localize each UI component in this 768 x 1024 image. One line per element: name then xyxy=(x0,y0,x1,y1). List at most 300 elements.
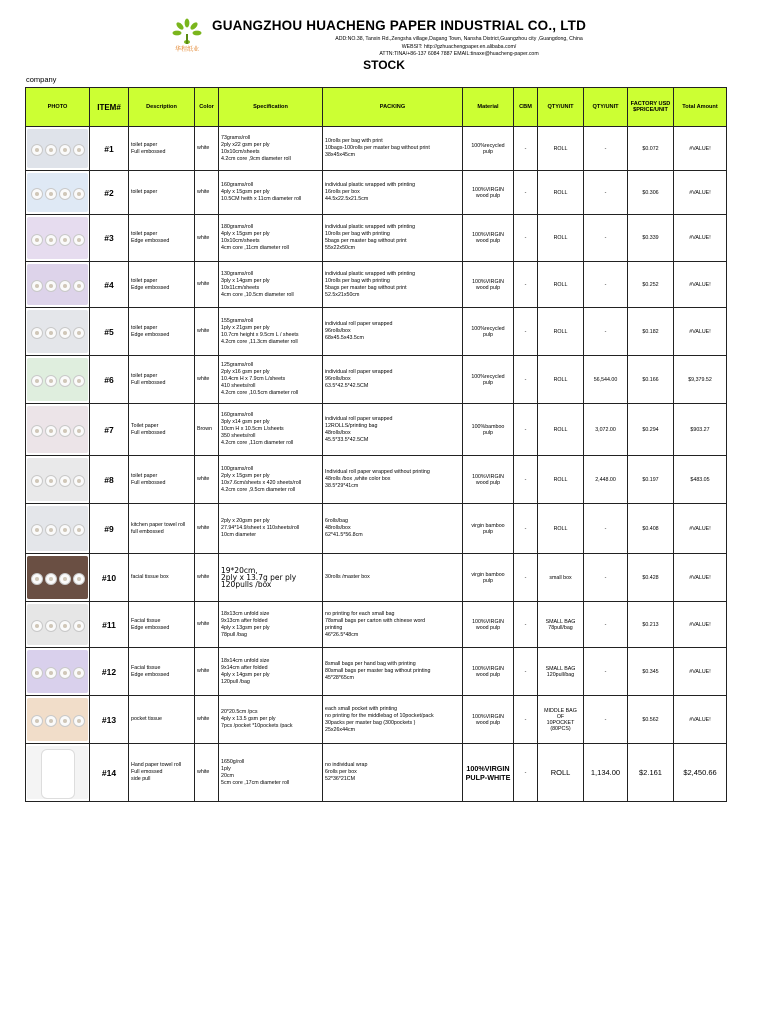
color-cell: white xyxy=(195,648,219,696)
material-cell-line: wood pulp xyxy=(475,479,501,486)
roll-shape xyxy=(59,524,71,536)
col-header-total: Total Amount xyxy=(674,88,727,127)
description-cell-line: toilet paper xyxy=(131,277,158,284)
packing-cell xyxy=(323,648,463,696)
price-cell: $0.197 xyxy=(628,456,674,504)
specification-cell-line: 4.2cm core ,9cm diameter roll xyxy=(221,155,291,162)
description-cell-line: Toilet paper xyxy=(131,422,159,429)
table-row xyxy=(26,456,727,504)
total-cell: $483.05 xyxy=(674,456,727,504)
price-cell: $0.306 xyxy=(628,171,674,215)
table-row xyxy=(26,308,727,356)
unit-cell xyxy=(538,744,584,802)
description-cell xyxy=(129,171,195,215)
item-number: #10 xyxy=(90,554,129,602)
specification-cell xyxy=(219,127,323,171)
roll-shape xyxy=(73,620,85,632)
cbm-cell: - xyxy=(514,356,538,404)
unit-cell-line: ROLL xyxy=(553,281,568,288)
unit-cell xyxy=(538,554,584,602)
unit-cell-line: 10POCKET xyxy=(546,719,575,726)
unit-cell-line: ROLL xyxy=(553,235,568,241)
specification-cell xyxy=(219,171,323,215)
material-cell-line: 100%recycled xyxy=(471,142,505,149)
table-row xyxy=(26,127,727,171)
roll-shape xyxy=(59,280,71,292)
product-photo xyxy=(26,262,90,308)
specification-cell-line: 18x14cm unfold size xyxy=(221,657,270,664)
specification-cell-line: 2ply x22 gsm per ply xyxy=(221,141,270,148)
unit-cell-line: ROLL xyxy=(553,426,568,433)
material-cell xyxy=(463,554,514,602)
product-image xyxy=(27,746,88,799)
unit-cell-line: ROLL xyxy=(553,376,568,383)
description-cell-line: Facial tissue xyxy=(131,617,161,624)
unit-cell-line: ROLL xyxy=(553,145,568,152)
roll-shape xyxy=(31,425,43,437)
product-photo xyxy=(26,648,90,696)
specification-cell-line: 4ply x 13gsm per ply xyxy=(221,624,270,631)
roll-shape xyxy=(73,327,85,339)
product-image xyxy=(27,506,88,551)
color-cell: white xyxy=(195,602,219,648)
roll-shape xyxy=(31,475,43,487)
roll-shape xyxy=(45,234,57,246)
specification-cell-line: 18x13cm unfold size xyxy=(221,610,270,617)
material-cell-line: pulp xyxy=(482,528,493,535)
material-cell-line: wood pulp xyxy=(475,192,501,199)
roll-shape xyxy=(59,667,71,679)
material-cell xyxy=(463,602,514,648)
description-cell xyxy=(129,308,195,356)
product-image xyxy=(27,217,88,259)
packing-cell-line: 63.5*42.5*42.5CM xyxy=(325,383,369,389)
color-cell: white xyxy=(195,308,219,356)
material-cell-line: wood pulp xyxy=(475,671,501,678)
packing-cell-line: 48rolls/box xyxy=(325,525,351,531)
qty-cell: - xyxy=(584,648,628,696)
description-cell-line: Edge embossed xyxy=(131,331,170,338)
packing-cell-line: individual plastic wrapped with printing xyxy=(325,270,416,277)
roll-shape xyxy=(59,573,71,585)
total-cell: #VALUE! xyxy=(674,308,727,356)
table-row xyxy=(26,356,727,404)
description-cell xyxy=(129,404,195,456)
material-cell-line: pulp xyxy=(482,429,493,436)
material-cell xyxy=(463,262,514,308)
description-cell-line: pocket tissue xyxy=(131,716,162,722)
roll-shape xyxy=(31,715,43,727)
packing-cell xyxy=(323,127,463,171)
color-cell: white xyxy=(195,127,219,171)
specification-cell-line: 10x7.6cm/sheets x 420 sheets/roll xyxy=(221,479,302,486)
qty-cell: 2,448.00 xyxy=(584,456,628,504)
specification-cell-line: 2ply x16 gsm per ply xyxy=(221,369,270,375)
specification-cell xyxy=(219,744,323,802)
product-image xyxy=(27,556,88,599)
material-cell-line: wood pulp xyxy=(475,719,501,726)
roll-shape xyxy=(59,234,71,246)
total-cell: #VALUE! xyxy=(674,262,727,308)
packing-cell-line: 52.5x21x50cm xyxy=(325,291,360,298)
description-cell xyxy=(129,456,195,504)
roll-shape xyxy=(31,573,43,585)
specification-cell-line: 20*20.5cm /pcs xyxy=(221,709,258,715)
specification-cell-line: 10x11cm/sheets xyxy=(221,284,260,291)
total-cell: #VALUE! xyxy=(674,127,727,171)
material-cell-line: PULP-WHITE xyxy=(465,772,511,782)
material-cell-line: pulp xyxy=(482,379,493,386)
price-cell: $0.072 xyxy=(628,127,674,171)
qty-cell: - xyxy=(584,171,628,215)
material-cell-line: wood pulp xyxy=(475,284,501,291)
specification-cell-line: 2ply x 15gsm per ply xyxy=(221,472,270,479)
color-cell: white xyxy=(195,262,219,308)
item-number: #9 xyxy=(90,504,129,554)
roll-shape xyxy=(45,667,57,679)
table-row xyxy=(26,602,727,648)
cbm-cell: - xyxy=(514,456,538,504)
packing-cell-line: 38x45x45cm xyxy=(325,152,356,158)
roll-shape xyxy=(73,667,85,679)
roll-shape xyxy=(45,375,57,387)
roll-shape xyxy=(31,524,43,536)
specification-cell-line: 10cm H x 10.5cm L/sheets xyxy=(221,426,284,432)
price-cell: $0.213 xyxy=(628,602,674,648)
roll-shape xyxy=(73,375,85,387)
roll-shape xyxy=(73,234,85,246)
description-cell xyxy=(129,127,195,171)
col-header-price: FACTORY USD $PRICE/UNIT xyxy=(628,88,674,127)
unit-cell xyxy=(538,127,584,171)
roll-shape xyxy=(45,280,57,292)
company-label: company xyxy=(26,75,57,84)
cbm-cell: - xyxy=(514,504,538,554)
packing-cell-line: 68x45.5x43.5cm xyxy=(325,335,364,341)
description-cell xyxy=(129,215,195,262)
price-cell: $2.161 xyxy=(628,744,674,802)
roll-shape xyxy=(31,280,43,292)
specification-cell-line: 4.2cm core ,10.5cm diameter roll xyxy=(221,390,299,396)
color-cell: white xyxy=(195,554,219,602)
specification-cell-line: 10x10cm/sheets xyxy=(221,238,260,244)
table-row xyxy=(26,171,727,215)
description-cell-line: Full embossed xyxy=(131,148,166,155)
qty-cell: 56,544.00 xyxy=(584,356,628,404)
item-number: #11 xyxy=(90,602,129,648)
specification-cell-line: 19*20cm, xyxy=(221,566,258,575)
material-cell-line: 100%VIRGIN xyxy=(472,618,504,625)
roll-shape xyxy=(45,715,57,727)
price-cell: $0.408 xyxy=(628,504,674,554)
specification-cell-line: 1650g/roll xyxy=(221,758,245,765)
qty-cell: 1,134.00 xyxy=(584,744,628,802)
towel-roll-image xyxy=(41,749,75,799)
cbm-cell: - xyxy=(514,744,538,802)
material-cell xyxy=(463,215,514,262)
material-cell xyxy=(463,171,514,215)
description-cell-line: Hand paper towel roll xyxy=(131,762,182,768)
specification-cell-line: 9x14cm after folded xyxy=(221,664,268,671)
qty-cell: - xyxy=(584,127,628,171)
unit-cell-line: SMALL BAG xyxy=(545,618,576,625)
specification-cell-line: 78pull /bag xyxy=(221,631,247,638)
specification-cell-line: 4.2cm core ,11.3cm diameter roll xyxy=(221,338,298,345)
total-cell: #VALUE! xyxy=(674,648,727,696)
col-header-description: Description xyxy=(129,88,195,127)
description-cell-line: kitchen paper towel roll xyxy=(131,521,186,528)
product-photo xyxy=(26,744,90,802)
item-number: #7 xyxy=(90,404,129,456)
packing-cell-line: 45*28*65cm xyxy=(325,675,354,681)
packing-cell-line: individual roll paper wrapped xyxy=(325,321,393,327)
col-header-packing: PACKING xyxy=(323,88,463,127)
color-cell: white xyxy=(195,215,219,262)
roll-shape xyxy=(59,144,71,156)
product-image xyxy=(27,310,88,353)
specification-cell-line: 4ply x 15gsm per ply xyxy=(221,189,270,195)
col-header-qty: QTY/UNIT xyxy=(584,88,628,127)
description-cell-line: Edge embossed xyxy=(131,624,170,631)
roll-shape xyxy=(45,573,57,585)
specification-cell-line: 7pcs /pocket *10pockets /pack xyxy=(221,723,293,729)
description-cell xyxy=(129,504,195,554)
product-photo xyxy=(26,696,90,744)
packing-cell-line: 25x26x44cm xyxy=(325,726,356,733)
item-number: #6 xyxy=(90,356,129,404)
price-cell: $0.562 xyxy=(628,696,674,744)
material-cell-line: virgin bamboo xyxy=(471,522,505,529)
unit-cell-line: ROLL xyxy=(550,768,571,777)
packing-cell-line: each small pocket with printing xyxy=(325,705,398,712)
description-cell-line: facial tissue box xyxy=(131,574,169,580)
packing-cell xyxy=(323,456,463,504)
roll-shape xyxy=(73,475,85,487)
packing-cell-line: 78small bags per carton with chinese word xyxy=(325,617,426,624)
total-cell: #VALUE! xyxy=(674,504,727,554)
product-photo xyxy=(26,602,90,648)
product-photo xyxy=(26,504,90,554)
material-cell-line: wood pulp xyxy=(475,238,501,244)
packing-cell-line: 44.5x22.5x21.5cm xyxy=(325,196,369,202)
cbm-cell: - xyxy=(514,404,538,456)
specification-cell xyxy=(219,504,323,554)
roll-shape xyxy=(59,475,71,487)
color-cell: white xyxy=(195,171,219,215)
packing-cell-line: 12ROLLS/printing bag xyxy=(325,422,378,429)
unit-cell xyxy=(538,262,584,308)
packing-cell xyxy=(323,504,463,554)
specification-cell-line: 4.2cm core ,11cm diameter roll xyxy=(221,440,294,446)
total-cell: #VALUE! xyxy=(674,215,727,262)
contact-block xyxy=(0,36,768,59)
specification-cell-line: 120pulls /box xyxy=(221,580,272,589)
packing-cell-line: 10rolls per bag with printing xyxy=(325,277,390,284)
product-photo xyxy=(26,308,90,356)
unit-cell xyxy=(538,356,584,404)
unit-cell xyxy=(538,602,584,648)
roll-shape xyxy=(45,188,57,200)
specification-cell xyxy=(219,262,323,308)
material-cell-line: pulp xyxy=(482,148,493,155)
description-cell xyxy=(129,356,195,404)
packing-cell-line: no individual wrap xyxy=(325,762,368,768)
material-cell-line: virgin bamboo xyxy=(471,571,505,578)
specification-cell-line: 410 sheets/roll xyxy=(221,383,256,389)
packing-cell-line: 96rolls/box xyxy=(325,328,351,334)
cbm-cell: - xyxy=(514,696,538,744)
table-row xyxy=(26,554,727,602)
price-cell: $0.428 xyxy=(628,554,674,602)
col-header-color: Color xyxy=(195,88,219,127)
price-cell: $0.294 xyxy=(628,404,674,456)
material-cell xyxy=(463,456,514,504)
roll-shape xyxy=(45,620,57,632)
qty-cell: - xyxy=(584,696,628,744)
specification-cell-line: 160grams/roll xyxy=(221,182,254,188)
specification-cell-line: 20cm xyxy=(221,772,234,779)
color-cell: white xyxy=(195,356,219,404)
total-cell: $903.27 xyxy=(674,404,727,456)
material-cell xyxy=(463,648,514,696)
packing-cell-line: individual plastic wrapped with printing xyxy=(325,224,416,230)
table-row xyxy=(26,744,727,802)
table-row xyxy=(26,696,727,744)
specification-cell-line: 4ply x 13.5 gsm per ply xyxy=(221,716,276,722)
specification-cell-line: 10.5CM heith x 11cm diameter roll xyxy=(221,196,302,202)
roll-shape xyxy=(31,667,43,679)
price-cell: $0.345 xyxy=(628,648,674,696)
roll-shape xyxy=(59,188,71,200)
unit-cell xyxy=(538,456,584,504)
packing-cell xyxy=(323,696,463,744)
roll-shape xyxy=(73,573,85,585)
product-photo xyxy=(26,215,90,262)
description-cell-line: Full emossed xyxy=(131,769,163,775)
packing-cell-line: no printing for the middlebag of 10pocket/pack xyxy=(325,712,434,719)
specification-cell xyxy=(219,554,323,602)
description-cell-line: toilet paper xyxy=(131,324,158,331)
specification-cell-line: 10.4cm H x 7.9cm L/sheets xyxy=(221,376,286,382)
product-image xyxy=(27,264,88,305)
table-row xyxy=(26,262,727,308)
specification-cell-line: 120pull /bag xyxy=(221,678,250,685)
packing-cell-line: 80small bags per master bag without printing xyxy=(325,668,431,674)
qty-cell: - xyxy=(584,308,628,356)
price-cell: $0.252 xyxy=(628,262,674,308)
material-cell xyxy=(463,696,514,744)
stock-table xyxy=(25,87,727,802)
packing-cell xyxy=(323,744,463,802)
description-cell-line: Facial tissue xyxy=(131,664,161,671)
roll-shape xyxy=(73,188,85,200)
product-photo xyxy=(26,404,90,456)
specification-cell-line: 10cm diameter xyxy=(221,532,257,538)
price-cell: $0.182 xyxy=(628,308,674,356)
specification-cell-line: 4cm core ,11cm diameter roll xyxy=(221,245,289,251)
cbm-cell: - xyxy=(514,215,538,262)
specification-cell xyxy=(219,648,323,696)
unit-cell-line: small box xyxy=(549,574,572,581)
material-cell xyxy=(463,356,514,404)
specification-cell-line: 3ply x14 gsm per ply xyxy=(221,419,270,425)
specification-cell-line: 10x10cm/sheets xyxy=(221,148,260,155)
specification-cell xyxy=(219,356,323,404)
unit-cell-line: 120pull/bag xyxy=(546,671,575,678)
item-number: #2 xyxy=(90,171,129,215)
material-cell-line: 100%VIRGIN xyxy=(472,186,504,193)
unit-cell-line: MIDDLE BAG xyxy=(544,707,577,714)
packing-cell-line: individual roll paper wrapped xyxy=(325,415,393,422)
unit-cell-line: OF xyxy=(556,713,565,720)
specification-cell-line: 100grams/roll xyxy=(221,465,254,472)
packing-cell xyxy=(323,356,463,404)
material-cell-line: pulp xyxy=(482,577,493,584)
table-row xyxy=(26,504,727,554)
unit-cell xyxy=(538,215,584,262)
unit-cell-line: ROLL xyxy=(553,328,568,335)
specification-cell-line: 1ply xyxy=(221,765,231,772)
specification-cell-line: 5cm core ,17cm diameter roll xyxy=(221,779,290,786)
material-cell xyxy=(463,744,514,802)
material-cell-line: 100%VIRGIN xyxy=(472,232,504,238)
material-cell xyxy=(463,127,514,171)
unit-cell-line: (80PCS) xyxy=(550,725,571,732)
packing-cell-line: 45.5*33.5*42.5CM xyxy=(325,436,369,443)
product-photo xyxy=(26,356,90,404)
unit-cell xyxy=(538,696,584,744)
product-image xyxy=(27,129,88,168)
packing-cell-line: 8small bags per hand bag with printing xyxy=(325,661,416,667)
description-cell xyxy=(129,262,195,308)
material-cell-line: wood pulp xyxy=(475,624,501,631)
unit-cell-line: SMALL BAG xyxy=(545,665,576,672)
cbm-cell: - xyxy=(514,602,538,648)
company-name: GUANGZHOU HUACHENG PAPER INDUSTRIAL CO., LTD xyxy=(212,18,587,33)
color-cell: white xyxy=(195,456,219,504)
description-cell-line: toilet paper xyxy=(131,189,158,195)
cbm-cell: - xyxy=(514,648,538,696)
packing-cell-line: 30rolls /master box xyxy=(325,574,370,580)
specification-cell-line: 4ply x 14gsm per ply xyxy=(221,671,270,678)
packing-cell xyxy=(323,404,463,456)
packing-cell-line: 46*26.5*48cm xyxy=(325,631,359,638)
page-title: STOCK xyxy=(363,58,405,72)
material-cell-line: 100%recycled xyxy=(471,373,505,380)
description-cell-line: toilet paper xyxy=(131,231,158,237)
specification-cell xyxy=(219,602,323,648)
roll-shape xyxy=(73,280,85,292)
product-photo xyxy=(26,456,90,504)
specification-cell xyxy=(219,404,323,456)
color-cell: Brown xyxy=(195,404,219,456)
description-cell-line: Edge embossed xyxy=(131,238,170,244)
specification-cell xyxy=(219,456,323,504)
unit-cell xyxy=(538,504,584,554)
packing-cell-line: 5bags per master bag without print xyxy=(325,238,407,244)
total-cell: $2,450.66 xyxy=(674,744,727,802)
roll-shape xyxy=(59,327,71,339)
roll-shape xyxy=(73,425,85,437)
packing-cell xyxy=(323,308,463,356)
roll-shape xyxy=(31,144,43,156)
contact-line: ATTN:TINA/+86-137 6084 7887 EMAIL:tinaxe@huacheng-paper.com xyxy=(379,51,539,58)
material-cell xyxy=(463,504,514,554)
product-image xyxy=(27,698,88,741)
packing-cell-line: 6rolls/bag xyxy=(325,518,348,524)
roll-shape xyxy=(31,234,43,246)
item-number: #13 xyxy=(90,696,129,744)
